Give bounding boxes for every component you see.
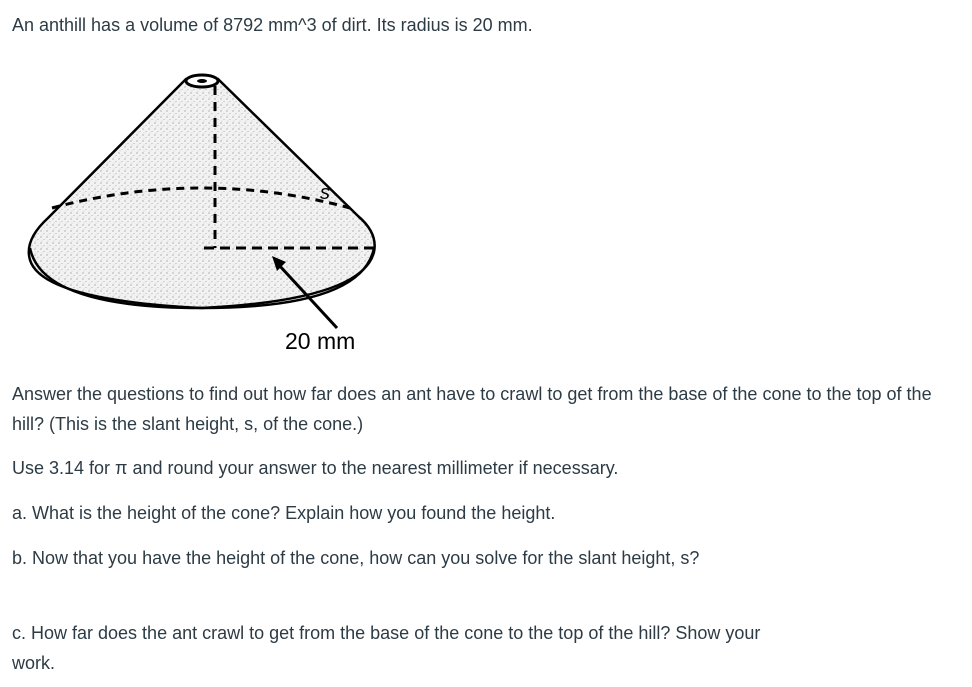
question-b: b. Now that you have the height of the cone, how can you solve for the slant height, s?: [12, 548, 700, 568]
cone-figure: [22, 68, 382, 360]
cone-top-hole: [197, 79, 207, 83]
cone-diagram: [22, 68, 382, 360]
problem-intro: An anthill has a volume of 8792 mm^3 of dirt. Its radius is 20 mm.: [12, 15, 533, 35]
radius-label: 20 mm: [285, 328, 356, 354]
slant-height-label: s: [320, 182, 330, 204]
question-prompt: Answer the questions to find out how far does an ant have to crawl to get from the base of the cone to the top of the hill? (This is the slant height, s, of the cone.): [12, 384, 932, 434]
question-instruction: Use 3.14 for π and round your answer to the nearest millimeter if necessary.: [12, 458, 619, 478]
question-c: c. How far does the ant crawl to get from the base of the cone to the top of the hill? Show your work.: [12, 623, 761, 673]
question-a: a. What is the height of the cone? Explain how you found the height.: [12, 503, 556, 523]
